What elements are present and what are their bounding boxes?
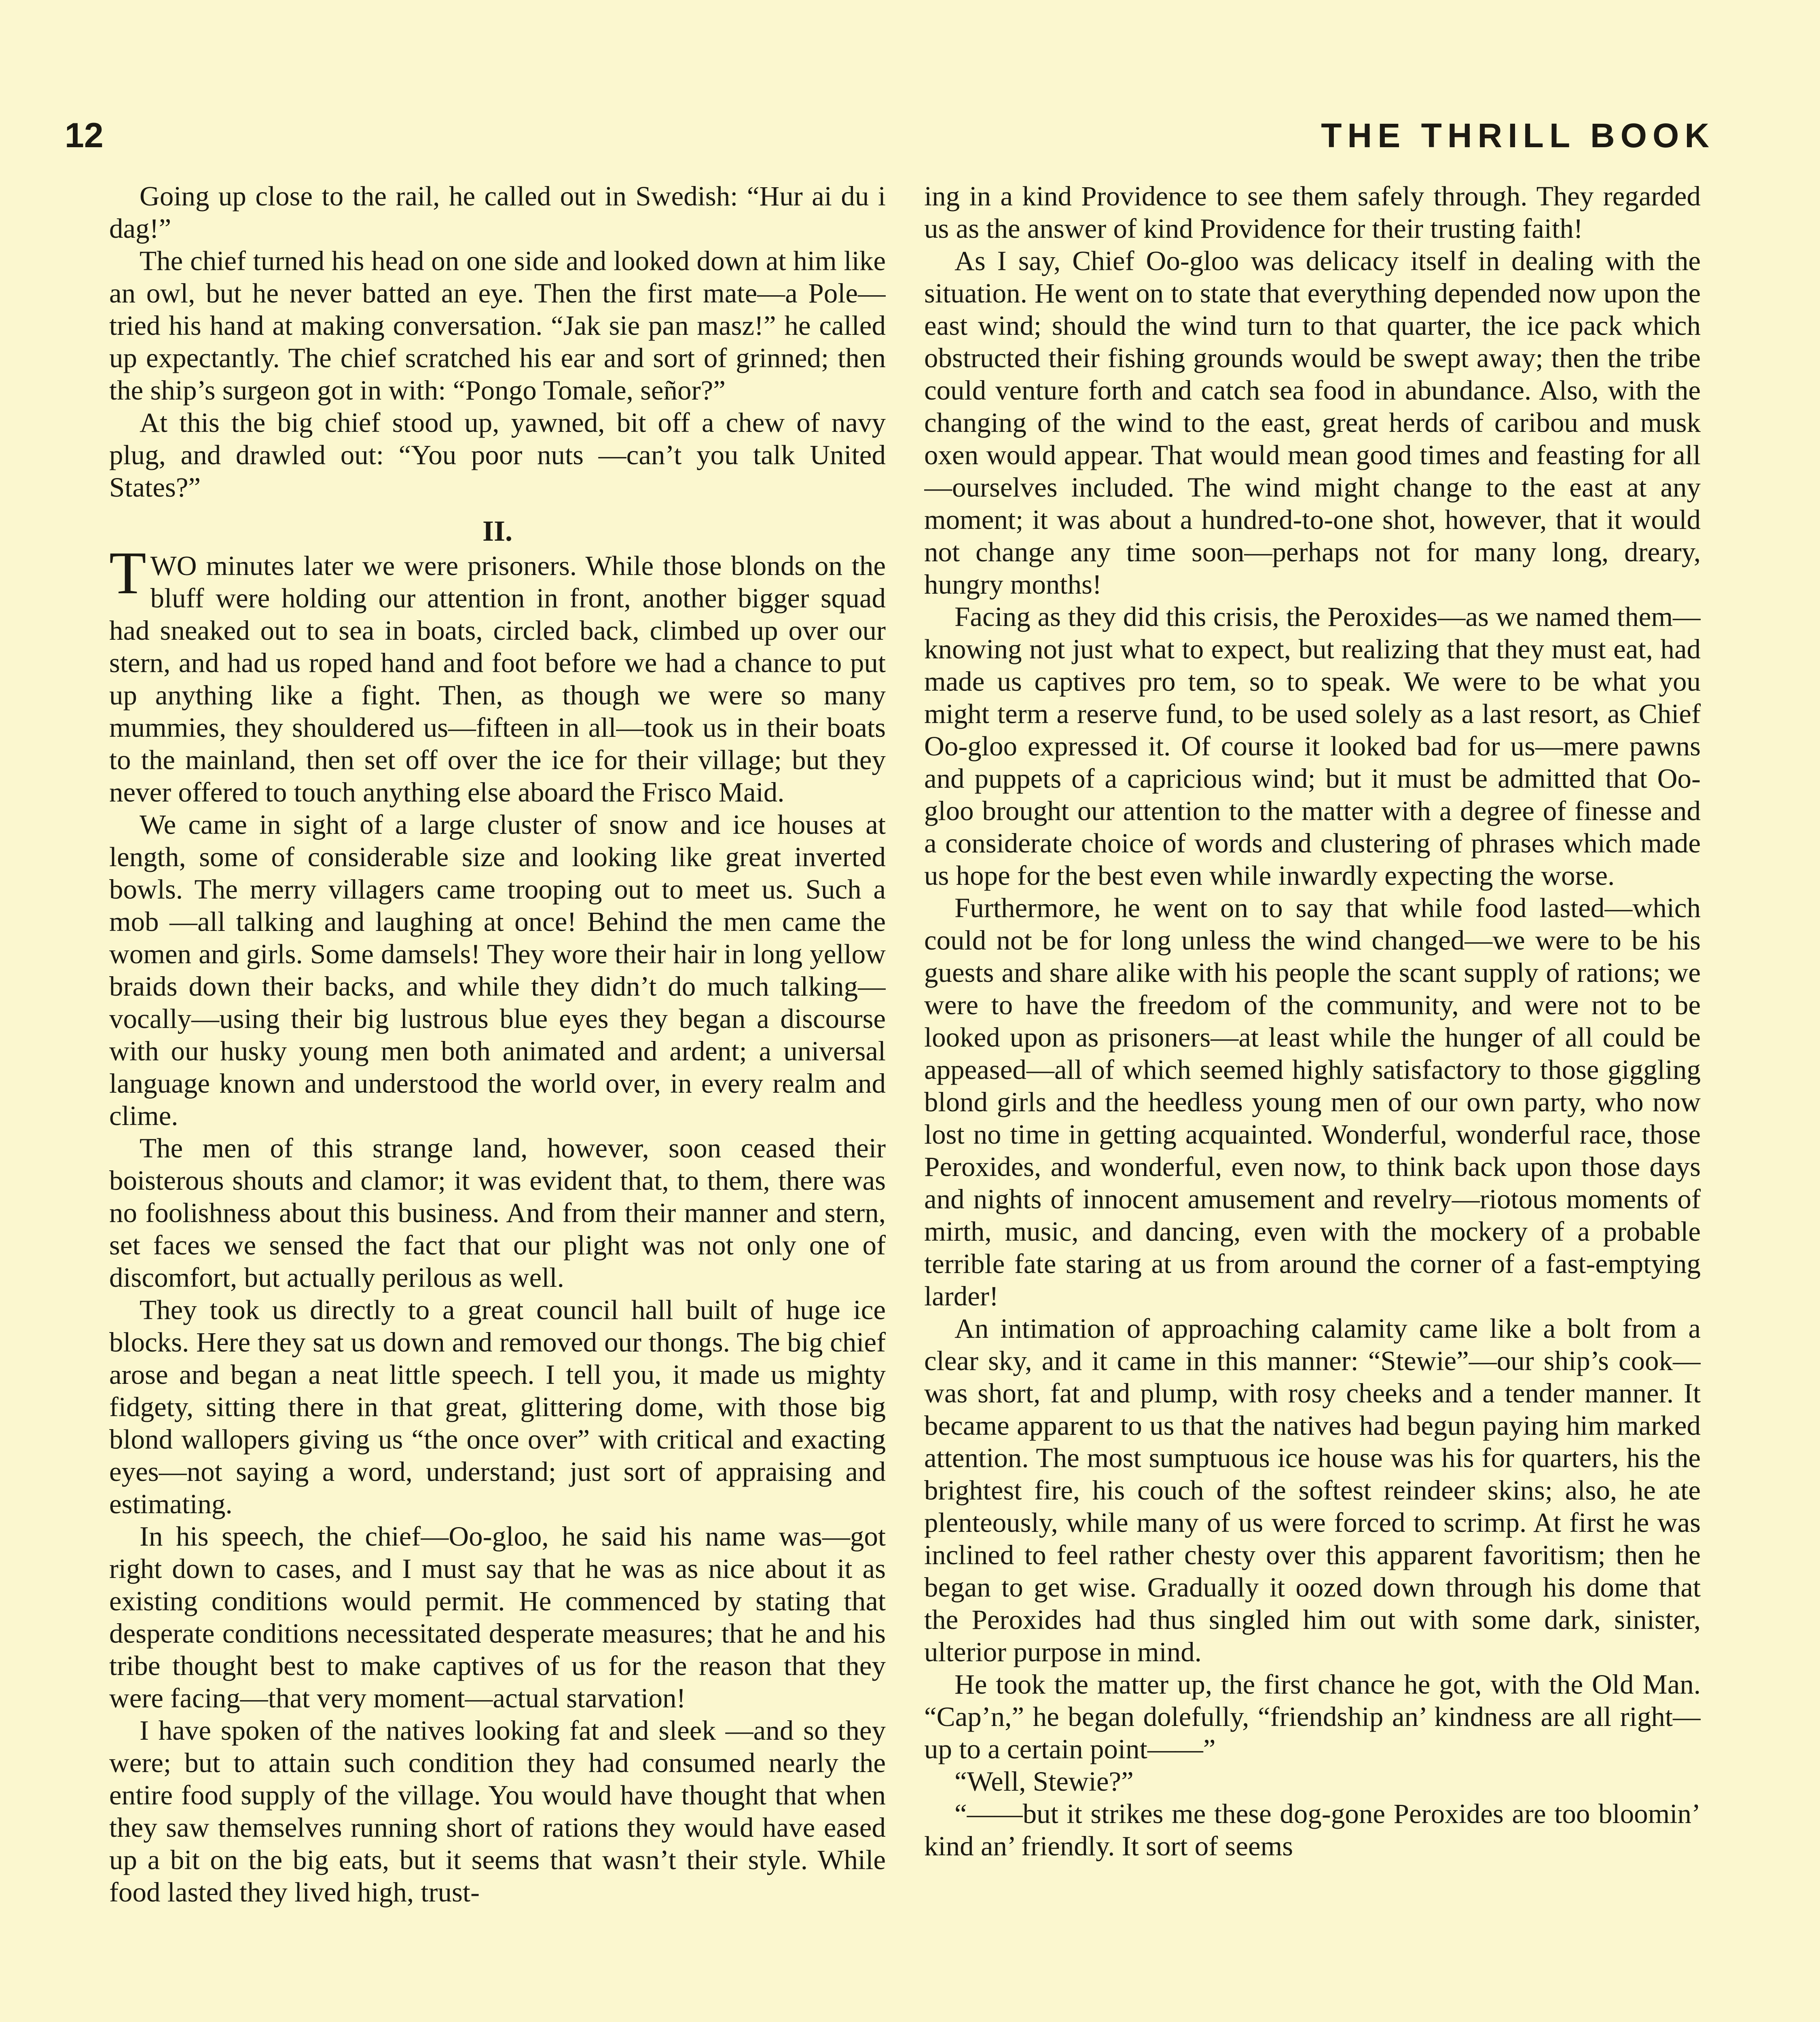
paragraph: The chief turned his head on one side and looked down at him like an owl, but he never batted an eye. Then the first mate—a Pole—tried his hand at making conversation. “Jak sie pan masz!” he called up expectantly. The chief scratched his ear and sort of grinned; then the ship’s surgeon got in with: “Pongo Tomale, señor?” [109, 245, 886, 406]
paragraph: I have spoken of the natives looking fat and sleek —and so they were; but to attain such condition they had consumed nearly the entire food supply of the village. You would have thought that when they saw themselves running short of rations they would have eased up a bit on the big eats, but it seems that wasn’t their style. While food lasted they lived high, trust- [109, 1715, 886, 1908]
paragraph: We came in sight of a large cluster of snow and ice houses at length, some of considerable size and looking like great inverted bowls. The merry villagers came trooping out to meet us. Such a mob —all talking and laughing at once! Behind the men came the women and girls. Some damsels! They wore their hair in long yellow braids down their backs, and while they didn’t do much talking—vocally—using their big lustrous blue eyes they began a discourse with our husky young men both animated and ardent; a universal language known and understood the world over, in every realm and clime. [109, 809, 886, 1131]
paragraph: At this the big chief stood up, yawned, bit off a chew of navy plug, and drawled out: “You poor nuts —can’t you talk United States?” [109, 407, 886, 503]
page-number: 12 [65, 116, 104, 155]
paragraph: “Well, Stewie?” [954, 1766, 1134, 1797]
paragraph: Facing as they did this crisis, the Peroxides—as we named them—knowing not just what to expect, but realizing that they must eat, had made us captives pro tem, so to speak. We were to be what you might term a reserve fund, to be used solely as a last resort, as Chief Oo-gloo expressed it. Of course it looked bad for us—mere pawns and puppets of a capricious wind; but it must be admitted that Oo-gloo brought our attention to the matter with a degree of finesse and a considerate choice of words and clustering of phrases which made us hope for the best even while inwardly expecting the worse. [924, 601, 1701, 891]
paragraph: They took us directly to a great council hall built of huge ice blocks. Here they sat us down and removed our thongs. The big chief arose and began a neat little speech. I tell you, it made us mighty fidgety, sitting there in that great, glittering dome, with those big blond wallopers giving us “the once over” with critical and exacting eyes—not saying a word, understand; just sort of appraising and estimating. [109, 1294, 886, 1519]
paragraph: ing in a kind Providence to see them safely through. They regarded us as the answer of kind Providence for their trusting faith! [924, 181, 1701, 244]
drop-cap: T [109, 539, 146, 607]
paragraph: The men of this strange land, however, soon ceased their boisterous shouts and clamor; it was evident that, to them, there was no foolishness about this business. And from their manner and stern, set faces we sensed the fact that our plight was not only one of discomfort, but actually perilous as well. [109, 1133, 886, 1293]
paragraph: As I say, Chief Oo-gloo was delicacy itself in dealing with the situation. He went on to state that everything depended now upon the east wind; should the wind turn to that quarter, the ice pack which obstructed their fishing grounds would be swept away; then the tribe could venture forth and catch sea food in abundance. Also, with the changing of the wind to the east, great herds of caribou and musk oxen would appear. That would mean good times and feasting for all—ourselves included. The wind might change to the east at any moment; it was about a hundred-to-one shot, however, that it would not change any time soon—perhaps not for many long, dreary, hungry months! [924, 245, 1701, 600]
paragraph: Furthermore, he went on to say that while food lasted—which could not be for long unless the wind changed—we were to be his guests and share alike with his people the scant supply of rations; we were to have the freedom of the community, and were not to be looked upon as prisoners—at least while the hunger of all could be appeased—all of which seemed highly satisfactory to those giggling blond girls and the heedless young men of our own party, who now lost no time in getting acquainted. Wonderful, wonderful race, those Peroxides, and wonderful, even now, to think back upon those days and nights of innocent amusement and revelry—riotous moments of mirth, music, and dancing, even with the mockery of a probable terrible fate staring at us from around the corner of a fast-emptying larder! [924, 893, 1701, 1311]
paragraph: In his speech, the chief—Oo-gloo, he said his name was—got right down to cases, and I must say that he was as nice about it as existing conditions would permit. He commenced by stating that desperate conditions necessitated desperate measures; that he and his tribe thought best to make captives of us for the reason that they were facing—that very moment—actual starvation! [109, 1521, 886, 1713]
paragraph: Going up close to the rail, he called out in Swedish: “Hur ai du i dag!” [109, 181, 886, 244]
page-header [65, 109, 1715, 162]
paragraph: He took the matter up, the first chance he got, with the Old Man. “Cap’n,” he began dolefully, “friendship an’ kindness are all right—up to a certain point——” [924, 1669, 1701, 1764]
paragraph: “——but it strikes me these dog-gone Peroxides are too bloomin’ kind an’ friendly. It sort of seems [924, 1798, 1701, 1861]
right-column [924, 180, 1701, 2022]
chapter-opening-paragraph [109, 539, 886, 808]
section-heading: II. [482, 515, 513, 547]
magazine-title: THE THRILL BOOK [1321, 116, 1715, 154]
paragraph: An intimation of approaching calamity came like a bolt from a clear sky, and it came in this manner: “Stewie”—our ship’s cook—was short, fat and plump, with rosy cheeks and a tender manner. It became apparent to us that the natives had begun paying him marked attention. The most sumptuous ice house was his for quarters, his the brightest fire, his couch of the softest reindeer skins; also, he ate plenteously, while many of us were forced to scrimp. At first he was inclined to feel rather chesty over this apparent favoritism; then he began to get wise. Gradually it oozed down through his dome that the Peroxides had thus singled him out with some dark, sinister, ulterior purpose in mind. [924, 1313, 1701, 1667]
left-column [109, 180, 886, 2022]
paragraph-text: WO minutes later we were prisoners. While those blonds on the bluff were holding our attention in front, another bigger squad had sneaked out to sea in boats, circled back, climbed up over our stern, and had us roped hand and foot before we had a chance to put up anything like a fight. Then, as though we were so many mummies, they shouldered us—fifteen in all—took us in their boats to the mainland, then set off over the ice for their village; but they never offered to touch anything else aboard the Frisco Maid. [109, 550, 886, 808]
